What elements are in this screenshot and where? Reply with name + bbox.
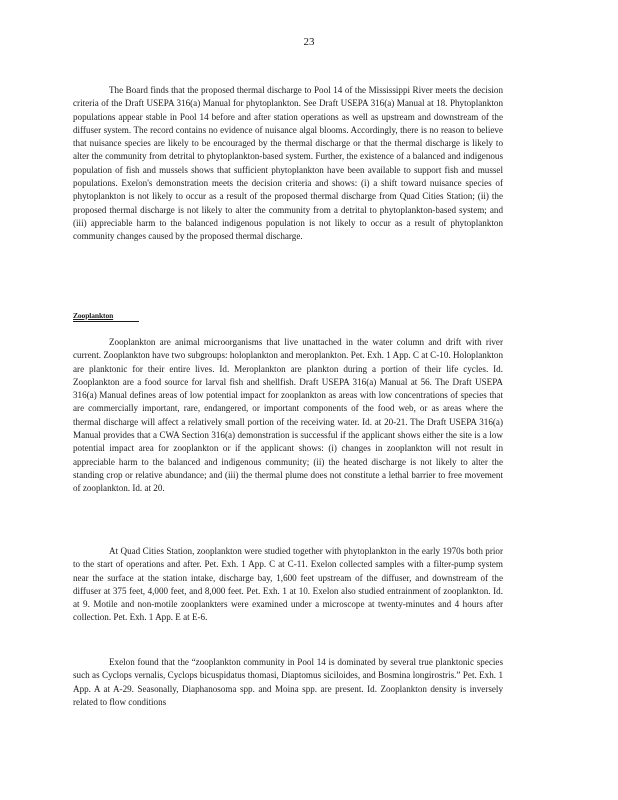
paragraph-phytoplankton-finding: The Board finds that the proposed thermal discharge to Pool 14 of the Mississippi River meets the decision criteria of the Draft USEPA 316(a) Manual for phytoplankton. See Draft USEPA 316(a) Manual at 18. Phytoplankton populations appear stable in Pool 14 before and after station operations as well as upstream and downstream of the diffuser system. The record contains no evidence of nuisance algal blooms. Accordingly, there is no reason to believe that nuisance species are likely to be encouraged by the thermal discharge or that the thermal discharge is likely to alter the community from detrital to phytoplankton-based system. Further, the existence of a balanced and indigenous population of fish and mussels shows that sufficient phytoplankton have been available to support fish and mussel populations. Exelon's demonstration meets the decision criteria and shows: (i) a shift toward nuisance species of phytoplankton is not likely to occur as a result of the proposed thermal discharge from Quad Cities Station; (ii) the proposed thermal discharge is not likely to alter the community from a detrital to phytoplankton-based system; and (iii) appreciable harm to the balanced indigenous population is not likely to occur as a result of phytoplankton community changes caused by the proposed thermal discharge. (73, 85, 503, 242)
paragraph-zooplankton-definition: Zooplankton are animal microorganisms that live unattached in the water column and drift with river current. Zooplankton have two subgroups: holoplankton and meroplankton. Pet. Exh. 1 App. C at C-10. Holoplankton are planktonic for their entire lives. Id. Meroplankton are plankton during a portion of their life cycles. Id. Zooplankton are a food source for larval fish and shellfish. Draft USEPA 316(a) Manual at 56. The Draft USEPA 316(a) Manual defines areas of low potential impact for zooplankton as areas with low concentrations of species that are commercially important, rare, endangered, or important components of the food web, or as areas where the thermal discharge will affect a relatively small portion of the receiving water. Id. at 20-21. The Draft USEPA 316(a) Manual provides that a CWA Section 316(a) demonstration is successful if the applicant shows either the site is a low potential impact area for zooplankton or if the applicant shows: (i) changes in zooplankton will not result in appreciable harm to the balanced and indigenous community; (ii) the heated discharge is not likely to alter the standing crop or relative abundance; and (iii) the thermal plume does not constitute a lethal barrier to free movement of zooplankton. Id. at 20. (73, 337, 503, 494)
paragraph-exelon-findings: Exelon found that the “zooplankton community in Pool 14 is dominated by several true planktonic species such as Cyclops vernalis, Cyclops bicuspidatus thomasi, Diaptomus siciloides, and Bosmina longirostris.” Pet. Exh. 1 App. A at A-29. Seasonally, Diaphanosoma spp. and Moina spp. are present. Id. Zooplankton density is inversely related to flow conditions (73, 657, 503, 707)
page-number: 23 (303, 36, 315, 48)
paragraph-quad-cities-study: At Quad Cities Station, zooplankton were studied together with phytoplankton in the early 1970s both prior to the start of operations and after. Pet. Exh. 1 App. C at C-11. Exelon collected samples with a filter-pump system near the surface at the station intake, discharge bay, 1,600 feet upstream of the diffuser, and downstream of the diffuser at 375 feet, 4,000 feet, and 8,000 feet. Pet. Exh. 1 at 10. Exelon also studied entrainment of zooplankton. Id. at 9. Motile and non-motile zooplankters were examined under a microscope at twenty-minutes and 4 hours after collection. Pet. Exh. 1 App. E at E-6. (73, 546, 503, 623)
heading-underline (73, 321, 139, 322)
section-heading-zooplankton: Zooplankton (73, 311, 114, 320)
